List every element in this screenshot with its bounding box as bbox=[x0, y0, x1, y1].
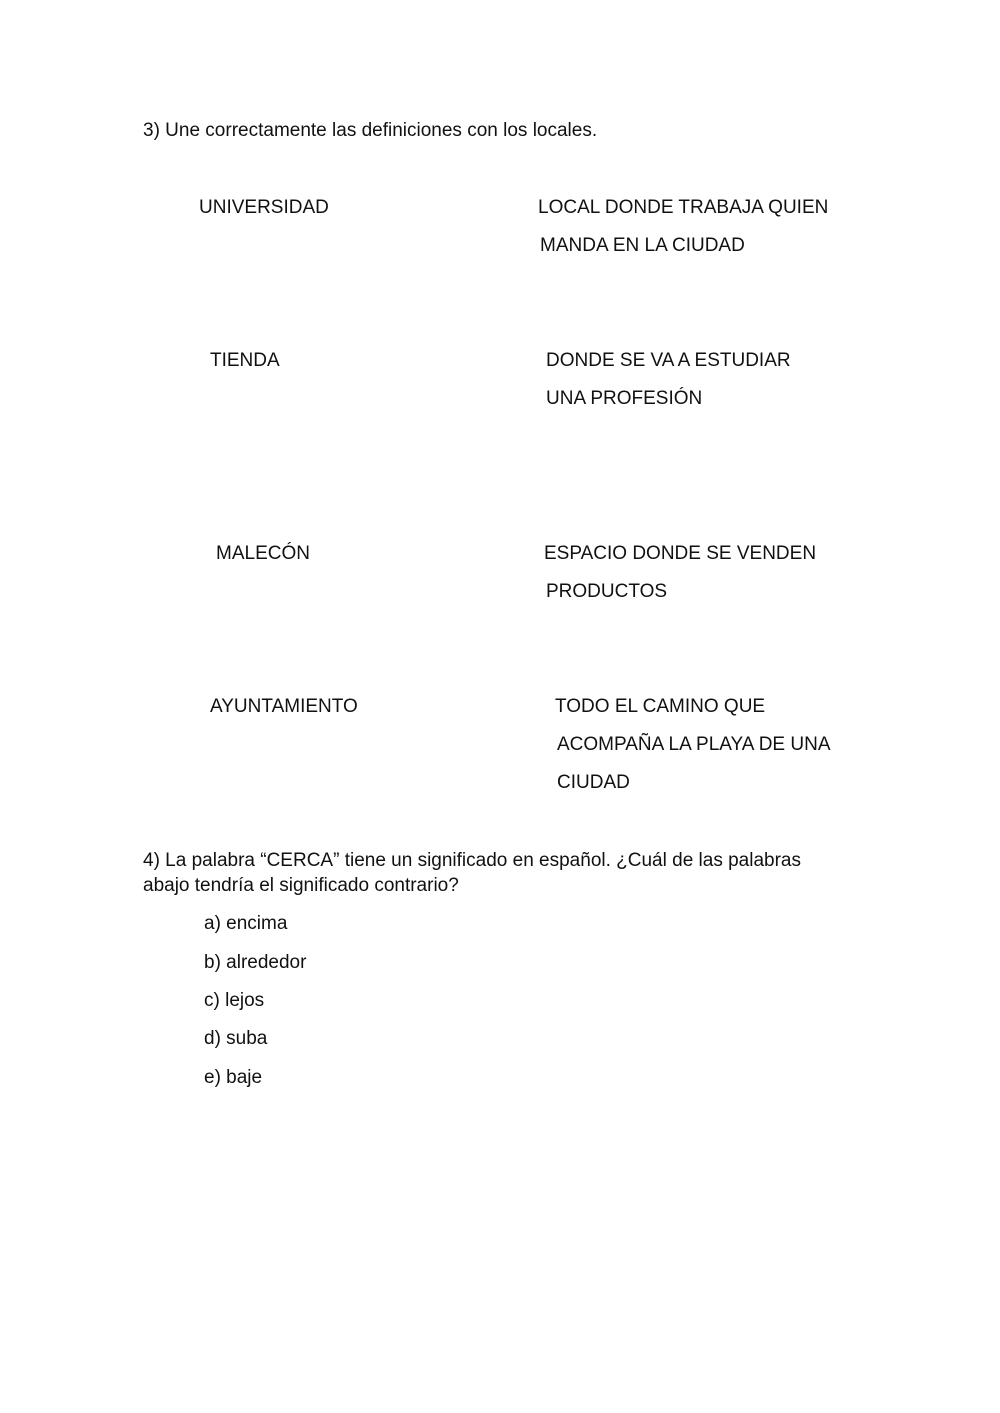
option-d: d) suba bbox=[204, 1028, 268, 1049]
option-c: c) lejos bbox=[204, 990, 265, 1011]
definition-1-line-2: MANDA EN LA CIUDAD bbox=[540, 235, 745, 256]
place-malecon: MALECÓN bbox=[216, 543, 310, 564]
place-ayuntamiento: AYUNTAMIENTO bbox=[210, 696, 358, 717]
definition-4-line-3: CIUDAD bbox=[557, 772, 630, 793]
question-4-prompt-line-2: abajo tendría el significado contrario? bbox=[143, 875, 459, 896]
question-3-prompt: 3) Une correctamente las definiciones con los locales. bbox=[143, 120, 598, 141]
definition-1-line-1: LOCAL DONDE TRABAJA QUIEN bbox=[538, 197, 829, 218]
option-e: e) baje bbox=[204, 1067, 263, 1088]
definition-4-line-2: ACOMPAÑA LA PLAYA DE UNA bbox=[557, 734, 831, 755]
place-universidad: UNIVERSIDAD bbox=[199, 197, 329, 218]
definition-2-line-2: UNA PROFESIÓN bbox=[546, 388, 703, 409]
question-4-prompt-line-1: 4) La palabra “CERCA” tiene un significado en español. ¿Cuál de las palabras bbox=[143, 850, 801, 871]
option-a: a) encima bbox=[204, 913, 288, 934]
option-b: b) alrededor bbox=[204, 952, 307, 973]
definition-3-line-2: PRODUCTOS bbox=[546, 581, 668, 602]
definition-2-line-1: DONDE SE VA A ESTUDIAR bbox=[546, 350, 791, 371]
definition-3-line-1: ESPACIO DONDE SE VENDEN bbox=[544, 543, 817, 564]
place-tienda: TIENDA bbox=[210, 350, 280, 371]
definition-4-line-1: TODO EL CAMINO QUE bbox=[555, 696, 766, 717]
